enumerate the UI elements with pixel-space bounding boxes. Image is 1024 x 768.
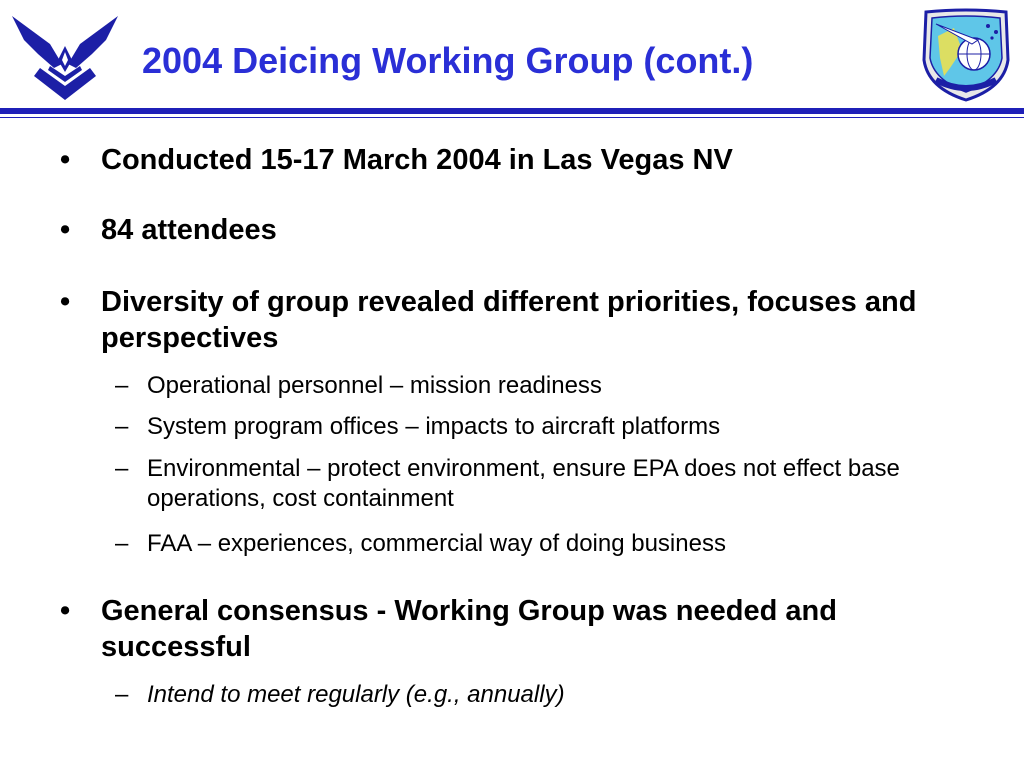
bullet-item [60, 142, 990, 178]
sub-bullet-text: FAA – experiences, commercial way of doing business [147, 530, 726, 557]
bullet-text: 84 attendees [101, 214, 277, 246]
sub-bullet-text: System program offices – impacts to aircraft platforms [147, 413, 721, 440]
title-divider-thin [0, 117, 1024, 118]
slide-title: 2004 Deicing Working Group (cont.) [142, 40, 754, 81]
sub-bullet-text: Intend to meet regularly (e.g., annually) [147, 681, 565, 708]
bullet-marker: • [60, 595, 71, 627]
dash-marker: – [115, 413, 129, 440]
sub-bullet-text: Environmental – protect environment, ensure EPA does not effect base operations, cost containment [147, 455, 900, 512]
sub-bullet-text: Operational personnel – mission readiness [147, 372, 602, 399]
sub-bullet-item [115, 680, 995, 710]
bullet-text: Diversity of group revealed different priorities, focuses and perspectives [101, 286, 917, 354]
sub-bullet-item [115, 454, 995, 514]
bullet-marker: • [60, 286, 71, 318]
air-force-logo [10, 6, 120, 102]
bullet-text: Conducted 15-17 March 2004 in Las Vegas NV [101, 144, 733, 176]
sub-bullet-item [115, 412, 995, 442]
bullet-item [60, 212, 990, 248]
title-divider-thick [0, 108, 1024, 114]
dash-marker: – [115, 372, 129, 399]
air-force-symbol-icon [10, 6, 120, 102]
asc-emblem [916, 6, 1016, 104]
sub-bullet-item [115, 529, 995, 559]
bullet-marker: • [60, 144, 71, 176]
bullet-marker: • [60, 214, 71, 246]
sub-bullet-item [115, 371, 995, 401]
aeronautical-systems-center-emblem-icon [916, 6, 1016, 104]
dash-marker: – [115, 455, 129, 482]
bullet-text: General consensus - Working Group was needed and successful [101, 595, 837, 663]
dash-marker: – [115, 530, 129, 557]
bullet-item [60, 593, 990, 665]
dash-marker: – [115, 681, 129, 708]
bullet-item [60, 284, 990, 356]
